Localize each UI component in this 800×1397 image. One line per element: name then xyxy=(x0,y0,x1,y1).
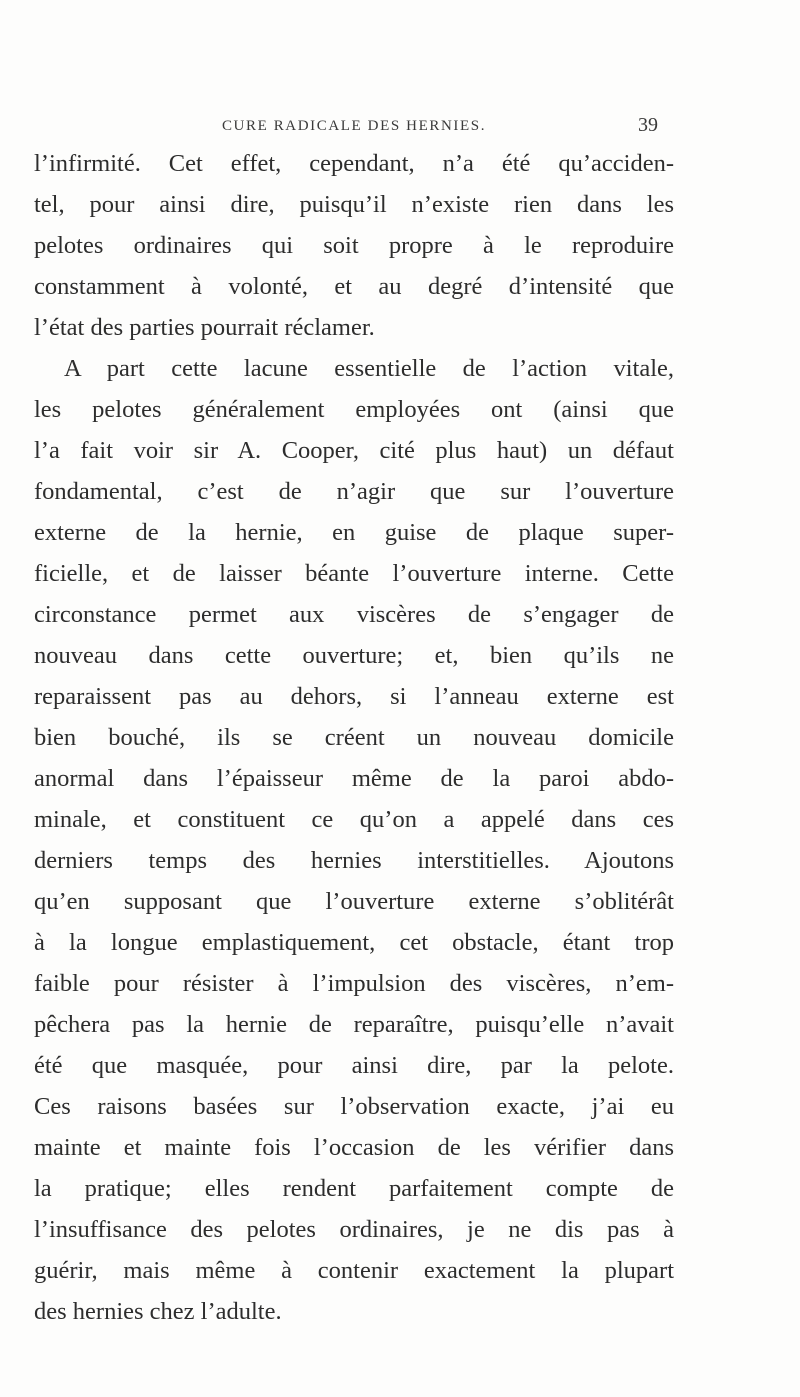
text-line: nouveau dans cette ouverture; et, bien qu’ils ne xyxy=(34,642,674,669)
text-line: à la longue emplastiquement, cet obstacle, étant trop xyxy=(34,929,674,956)
text-line: anormal dans l’épaisseur même de la paroi abdo- xyxy=(34,765,674,792)
text-line: été que masquée, pour ainsi dire, par la pelote. xyxy=(34,1052,674,1079)
text-line: circonstance permet aux viscères de s’engager de xyxy=(34,601,674,628)
page-number: 39 xyxy=(638,114,658,136)
text-line: qu’en supposant que l’ouverture externe s’oblitérât xyxy=(34,888,674,915)
text-line: derniers temps des hernies interstitielles. Ajoutons xyxy=(34,847,674,874)
text-line: pelotes ordinaires qui soit propre à le reproduire xyxy=(34,232,674,259)
page-header xyxy=(34,114,674,142)
text-line: tel, pour ainsi dire, puisqu’il n’existe rien dans les xyxy=(34,191,674,218)
text-line: minale, et constituent ce qu’on a appelé dans ces xyxy=(34,806,674,833)
text-line: la pratique; elles rendent parfaitement compte de xyxy=(34,1175,674,1202)
text-line: l’état des parties pourrait réclamer. xyxy=(34,314,375,341)
text-line: ficielle, et de laisser béante l’ouverture interne. Cette xyxy=(34,560,674,587)
text-line: constamment à volonté, et au degré d’intensité que xyxy=(34,273,674,300)
text-line: externe de la hernie, en guise de plaque super- xyxy=(34,519,674,546)
text-line: les pelotes généralement employées ont (ainsi que xyxy=(34,396,674,423)
text-line: mainte et mainte fois l’occasion de les vérifier dans xyxy=(34,1134,674,1161)
text-line: fondamental, c’est de n’agir que sur l’ouverture xyxy=(34,478,674,505)
text-line: des hernies chez l’adulte. xyxy=(34,1298,282,1325)
text-line: faible pour résister à l’impulsion des viscères, n’em- xyxy=(34,970,674,997)
body-text xyxy=(34,143,674,1332)
text-line: A part cette lacune essentielle de l’action vitale, xyxy=(64,355,674,382)
text-line: reparaissent pas au dehors, si l’anneau externe est xyxy=(34,683,674,710)
text-line: pêchera pas la hernie de reparaître, puisqu’elle n’avait xyxy=(34,1011,674,1038)
text-line: bien bouché, ils se créent un nouveau domicile xyxy=(34,724,674,751)
running-title: CURE RADICALE DES HERNIES. xyxy=(221,118,487,134)
text-line: guérir, mais même à contenir exactement la plupart xyxy=(34,1257,674,1284)
text-line: l’infirmité. Cet effet, cependant, n’a été qu’acciden- xyxy=(34,150,674,177)
text-line: l’a fait voir sir A. Cooper, cité plus haut) un défaut xyxy=(34,437,674,464)
text-line: Ces raisons basées sur l’observation exacte, j’ai eu xyxy=(34,1093,674,1120)
text-line: l’insuffisance des pelotes ordinaires, je ne dis pas à xyxy=(34,1216,674,1243)
